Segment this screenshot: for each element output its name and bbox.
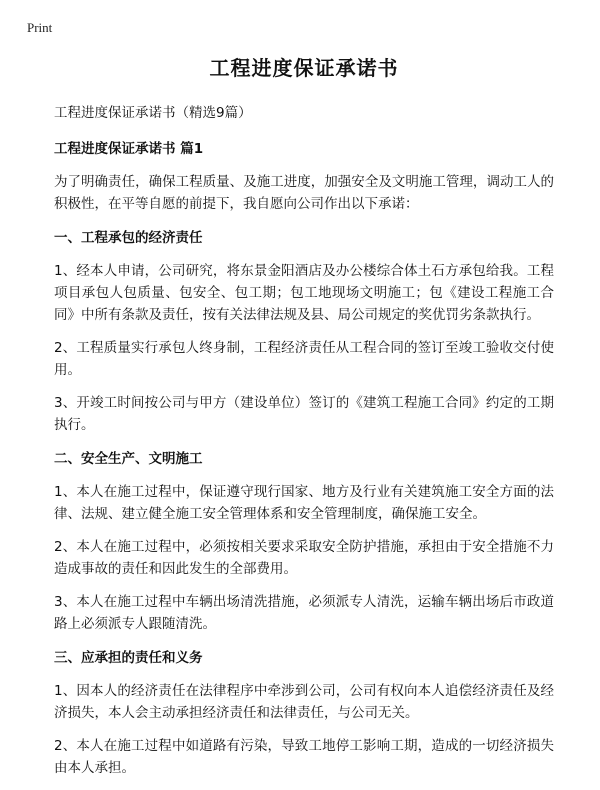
section-1-paragraph-3: 3、开竣工时间按公司与甲方（建设单位）签订的《建筑工程施工合同》约定的工期执行。 bbox=[54, 395, 554, 433]
article-title: 工程进度保证承诺书 篇1 bbox=[54, 141, 204, 157]
section-2-paragraph-2: 2、本人在施工过程中，必须按相关要求采取安全防护措施，承担由于安全措施不力造成事故的责任和因此发生的全部费用。 bbox=[54, 539, 554, 577]
document-subtitle: 工程进度保证承诺书（精选9篇） bbox=[54, 105, 252, 121]
section-3-paragraph-1: 1、因本人的经济责任在法律程序中牵涉到公司，公司有权向本人追偿经济责任及经济损失，本人会主动承担经济责任和法律责任，与公司无关。 bbox=[54, 683, 554, 721]
section-2-paragraph-3: 3、本人在施工过程中车辆出场清洗措施，必须派专人清洗，运输车辆出场后市政道路上必须派专人跟随清洗。 bbox=[54, 594, 554, 632]
section-1-paragraph-1: 1、经本人申请，公司研究，将东景金阳酒店及办公楼综合体土石方承包给我。工程项目承包人包质量、包安全、包工期；包工地现场文明施工；包《建设工程施工合同》中所有条款及责任，按有关法律法规及县、局公司规定的奖优罚劣条款执行。 bbox=[54, 263, 554, 323]
section-heading-3: 三、应承担的责任和义务 bbox=[54, 650, 203, 666]
section-3-paragraph-2: 2、本人在施工过程中如道路有污染，导致工地停工影响工期，造成的一切经济损失由本人承担。 bbox=[54, 738, 554, 776]
section-heading-2: 二、安全生产、文明施工 bbox=[54, 451, 203, 467]
article-intro: 为了明确责任，确保工程质量、及施工进度，加强安全及文明施工管理，调动工人的积极性，在平等自愿的前提下，我自愿向公司作出以下承诺： bbox=[54, 174, 554, 212]
document-page bbox=[54, 52, 554, 790]
section-2-paragraph-1: 1、本人在施工过程中，保证遵守现行国家、地方及行业有关建筑施工安全方面的法律、法规、建立健全施工安全管理体系和安全管理制度，确保施工安全。 bbox=[54, 484, 554, 522]
section-heading-1: 一、工程承包的经济责任 bbox=[54, 230, 203, 246]
print-link[interactable]: Print bbox=[27, 20, 53, 35]
document-title: 工程进度保证承诺书 bbox=[209, 56, 399, 80]
section-1-paragraph-2: 2、工程质量实行承包人终身制，工程经济责任从工程合同的签订至竣工验收交付使用。 bbox=[54, 340, 554, 378]
